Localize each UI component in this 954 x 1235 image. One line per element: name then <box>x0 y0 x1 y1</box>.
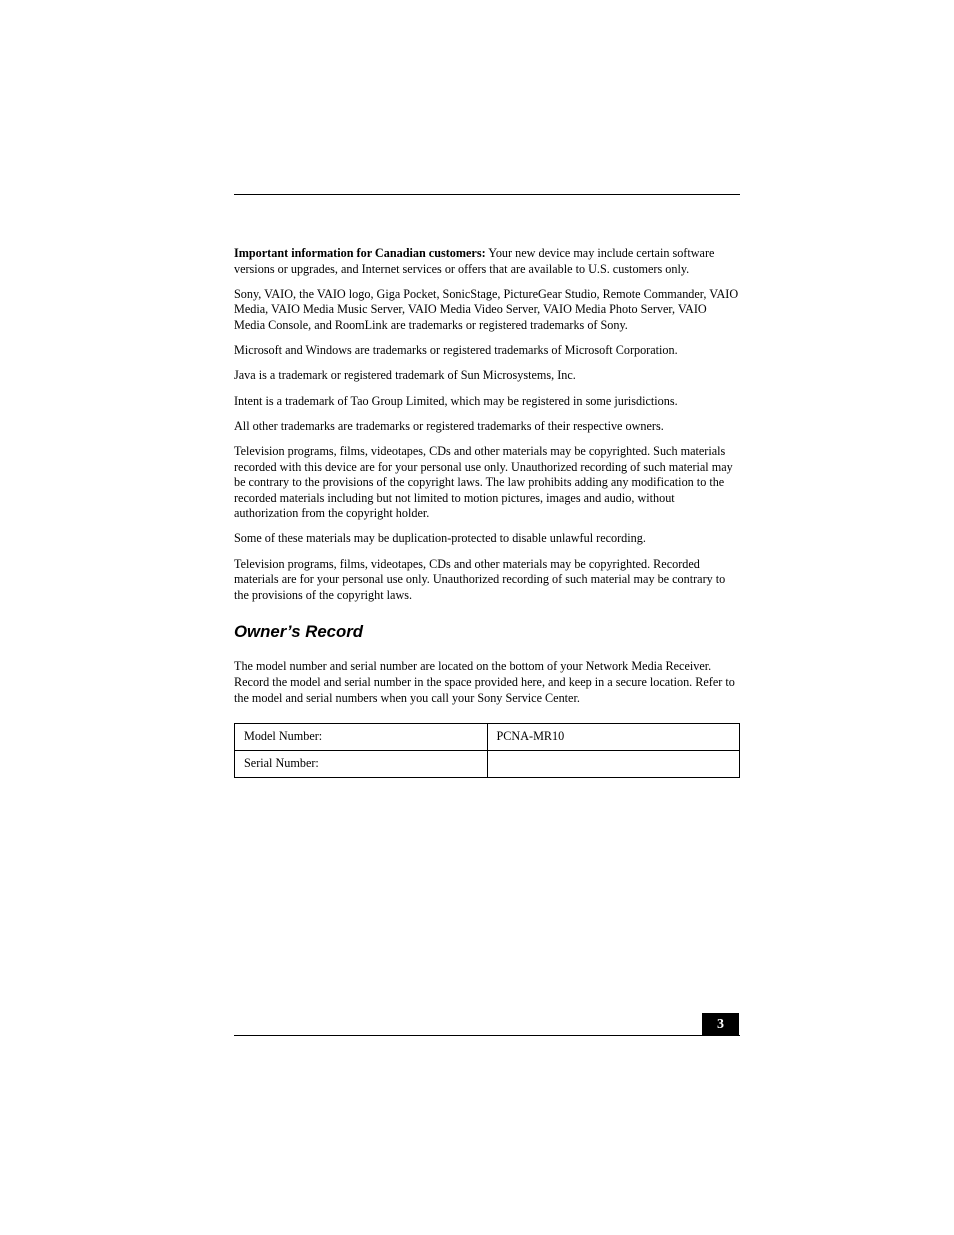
sony-trademarks: Sony, VAIO, the VAIO logo, Giga Pocket, SonicStage, PictureGear Studio, Remote Commander, VAIO Media, VAIO Media Music Server, VAIO Media Video Server, VAIO Media Photo Server, VAIO Media Console, and RoomLink are trademarks or registered trademarks of Sony. <box>234 286 739 332</box>
copyright-notice-1: Television programs, films, videotapes, CDs and other materials may be copyrighted. Such materials recorded with this device are for your personal use only. Unauthorized recording of such material may be contrary to the provisions of the copyright laws. The law prohibits adding any modification to the recorded materials including but not limited to motion pictures, images and audio, without authorization from the copyright holder. <box>234 443 733 521</box>
page-number: 3 <box>702 1013 739 1036</box>
serial-number-value <box>487 751 740 778</box>
copyright-notice-2: Television programs, films, videotapes, CDs and other materials may be copyrighted. Recorded materials are for your personal use only. Unauthorized recording of such material may be contrary to the provisions of the copyright laws. <box>234 556 726 602</box>
intent-trademark: Intent is a trademark of Tao Group Limited, which may be registered in some jurisdictions. <box>234 393 678 408</box>
canadian-notice <box>234 246 740 277</box>
canadian-notice-text: Your new device may include certain software versions or upgrades, and Internet services or offers that are available to U.S. customers only. <box>234 246 715 276</box>
table-row <box>235 751 740 778</box>
java-trademark: Java is a trademark or registered trademark of Sun Microsystems, Inc. <box>234 368 576 383</box>
owners-record-heading: Owner’s Record <box>234 622 364 642</box>
canadian-notice-label: Important information for Canadian customers: <box>234 246 486 260</box>
header-rule <box>234 194 740 195</box>
model-number-value: PCNA-MR10 <box>487 724 740 751</box>
table-row <box>235 724 740 751</box>
model-number-label: Model Number: <box>235 724 488 751</box>
owners-record-intro: The model number and serial number are located on the bottom of your Network Media Receiver. Record the model and serial number in the space provided here, and keep in a secure location. Refer to the model and serial numbers when you call your Sony Service Center. <box>234 659 735 705</box>
owners-record-table <box>234 723 740 778</box>
page-content <box>234 246 740 778</box>
microsoft-trademarks: Microsoft and Windows are trademarks or registered trademarks of Microsoft Corporation. <box>234 343 678 358</box>
duplication-notice: Some of these materials may be duplication-protected to disable unlawful recording. <box>234 531 646 546</box>
serial-number-label: Serial Number: <box>235 751 488 778</box>
other-trademarks: All other trademarks are trademarks or registered trademarks of their respective owners. <box>234 418 664 433</box>
footer-rule <box>234 1035 740 1036</box>
